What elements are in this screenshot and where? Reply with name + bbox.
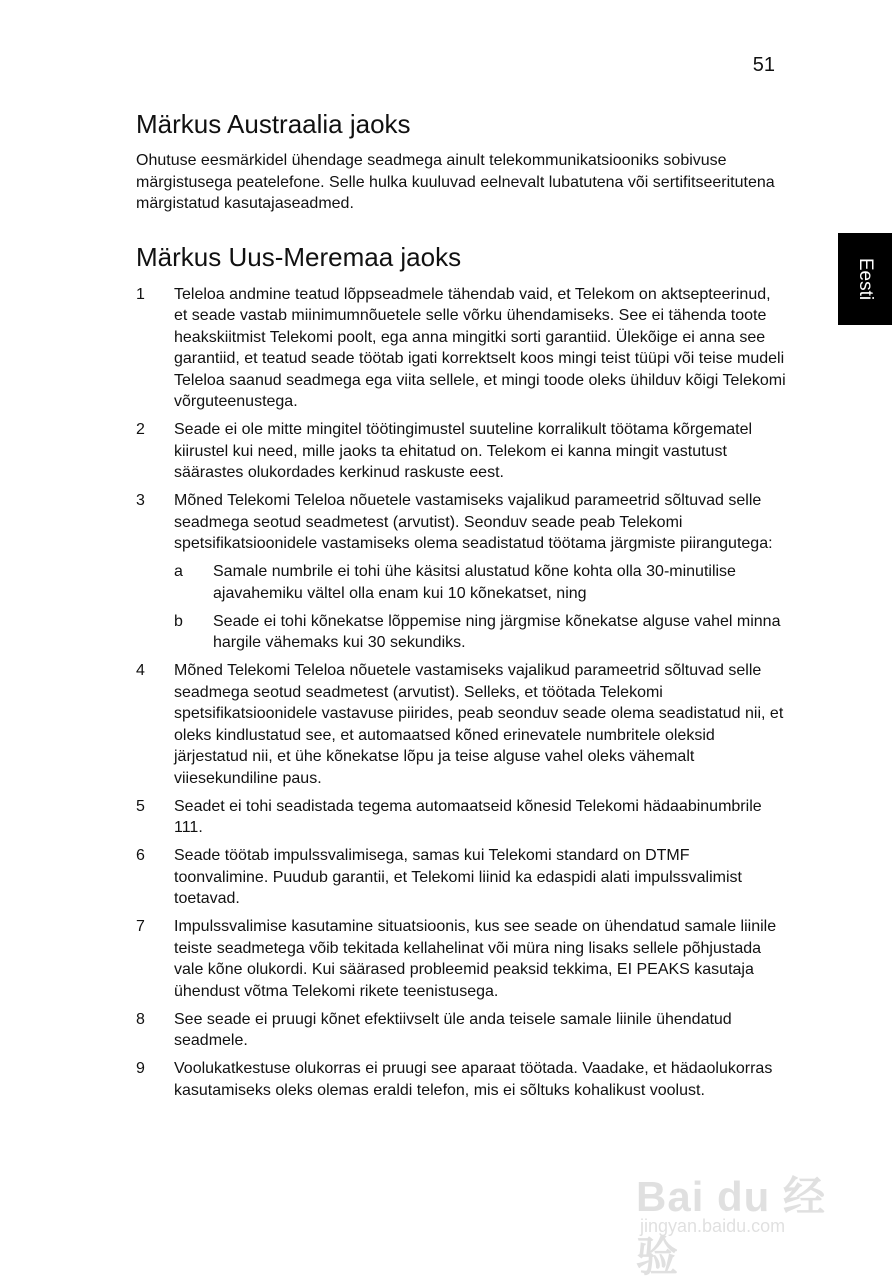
list-item [136,796,786,839]
list-item-number: 6 [136,847,145,864]
sub-list [174,561,786,654]
list-item-number: 1 [136,285,145,303]
list-item-text: Voolukatkestuse olukorras ei pruugi see aparaat töötada. Vaadake, et hädaolukorras kasutamiseks oleks olemas eraldi telefon, mis ei sõltuks kohalikust voolust. [174,1060,773,1099]
sub-list-item-text: Samale numbrile ei tohi ühe käsitsi alustatud kõne kohta olla 30-minutilise ajavahemiku vältel olla enam kui 10 kõnekatset, ning [213,563,736,602]
list-item [136,845,786,910]
list-item-number: 5 [136,797,145,815]
sub-list-item [174,611,786,654]
list-item-text: Teleloa andmine teatud lõppseadmele tähendab vaid, et Telekom on aktsepteerinud, et seade vastab miinimumnõuetele selle võrku ühendamiseks. See ei tähenda toote heakskiitmist Telekomi poolt, ega anna mingitki sorti garantiid. Ülekõige ei anna see garantiid, et teatud seade töötab igati korrektselt koos mingi teist tüüpi või teise mudeli Teleloa saanud seadmega ega viita sellele, et mingi toode oleks ühilduv kõigi Telekomi võrguteenustega. [174,285,786,410]
watermark-url: jingyan.baidu.com [640,1216,786,1236]
list-item-text: Mõned Telekomi Teleloa nõuetele vastamiseks vajalikud parameetrid sõltuvad selle seadmega seotud seadmetest (arvutist). Selleks, et töötada Telekomi spetsifikatsioonidele vastavuse piirides, peab seonduv seade olema seadistatud nii, et oleks kindlustatud see, et automaatsed kõned erinevatele numbritele oleksid järjestatud nii, et ühe kõnekatse lõpu ja teise alguse vahel oleks vähemalt viiesekundiline paus. [174,662,784,787]
section-australia-paragraph: Ohutuse eesmärkidel ühendage seadmega ainult telekommunikatsiooniks sobivuse märgistusega peatelefone. Selle hulka kuuluvad eelnevalt lubatutena või sertifitseeritutena märgistatud kasutajaseadmed. [136,152,775,212]
sub-list-item [174,561,786,604]
language-side-tab [838,233,892,325]
list-item-number: 2 [136,421,145,438]
sub-list-item-letter: a [174,563,183,580]
list-item-number: 8 [136,1010,145,1028]
language-side-tab-label: Eesti [855,257,876,301]
section-new-zealand-title: Märkus Uus-Meremaa jaoks [136,241,462,272]
sub-list-item-text: Seade ei tohi kõnekatse lõppemise ning järgmise kõnekatse alguse vahel minna hargile vähemaks kui 30 sekundiks. [213,612,781,651]
watermark-brand: Bai du 经验 [636,1173,827,1280]
list-item-text: Mõned Telekomi Teleloa nõuetele vastamiseks vajalikud parameetrid sõltuvad selle seadmega seotud seadmetest (arvutist). Seonduv seade peab Telekomi spetsifikatsioonidele vastamiseks olema seadistatud töötama järgmiste piirangutega: [174,492,773,552]
list-item-text: Seade töötab impulssvalimisega, samas kui Telekomi standard on DTMF toonvalimine. Puudub garantii, et Telekomi liinid ka edaspidi alati impulssvalimist toetavad. [174,847,742,907]
list-item [136,660,786,789]
baidu-watermark [632,1150,842,1280]
section-new-zealand [136,241,786,1102]
document-content [136,108,786,1108]
list-item-text: Seadet ei tohi seadistada tegema automaatseid kõnesid Telekomi hädaabinumbrile 111. [174,797,762,836]
list-item-text: See seade ei pruugi kõnet efektiivselt üle anda teisele samale liinile ühendatud seadmele. [174,1010,732,1049]
list-item [136,284,786,413]
list-item [136,490,786,654]
sub-list-item-letter: b [174,612,183,630]
list-item-number: 4 [136,662,145,679]
list-item [136,1009,786,1052]
list-item-body [174,490,786,654]
list-item [136,916,786,1002]
list-item-number: 7 [136,918,145,935]
list-item-number: 9 [136,1060,145,1077]
page-number: 51 [752,54,775,76]
section-australia-title: Märkus Austraalia jaoks [136,109,411,139]
list-item [136,1058,786,1101]
section-australia [136,108,786,215]
list-item-text: Seade ei ole mitte mingitel töötingimustel suuteline korralikult töötama kõrgematel kiirustel kui need, mille jaoks ta ehitatud on. Telekom ei kanna mingit vastutust säärastes olukordades kerkinud raskuste eest. [174,421,753,481]
list-item [136,419,786,484]
list-item-text: Impulssvalimise kasutamine situatsioonis, kus see seade on ühendatud samale liinile teiste seadmetega võib tekitada kellahelinat või müra ning lisaks sellele põhjustada vale kõne olukordi. Kui säärased probleemid peaksid tekkima, EI PEAKS kasutaja ühendust võtma Telekomi rikete teenistusega. [174,918,777,1000]
numbered-list [136,284,786,1102]
list-item-number: 3 [136,492,145,509]
